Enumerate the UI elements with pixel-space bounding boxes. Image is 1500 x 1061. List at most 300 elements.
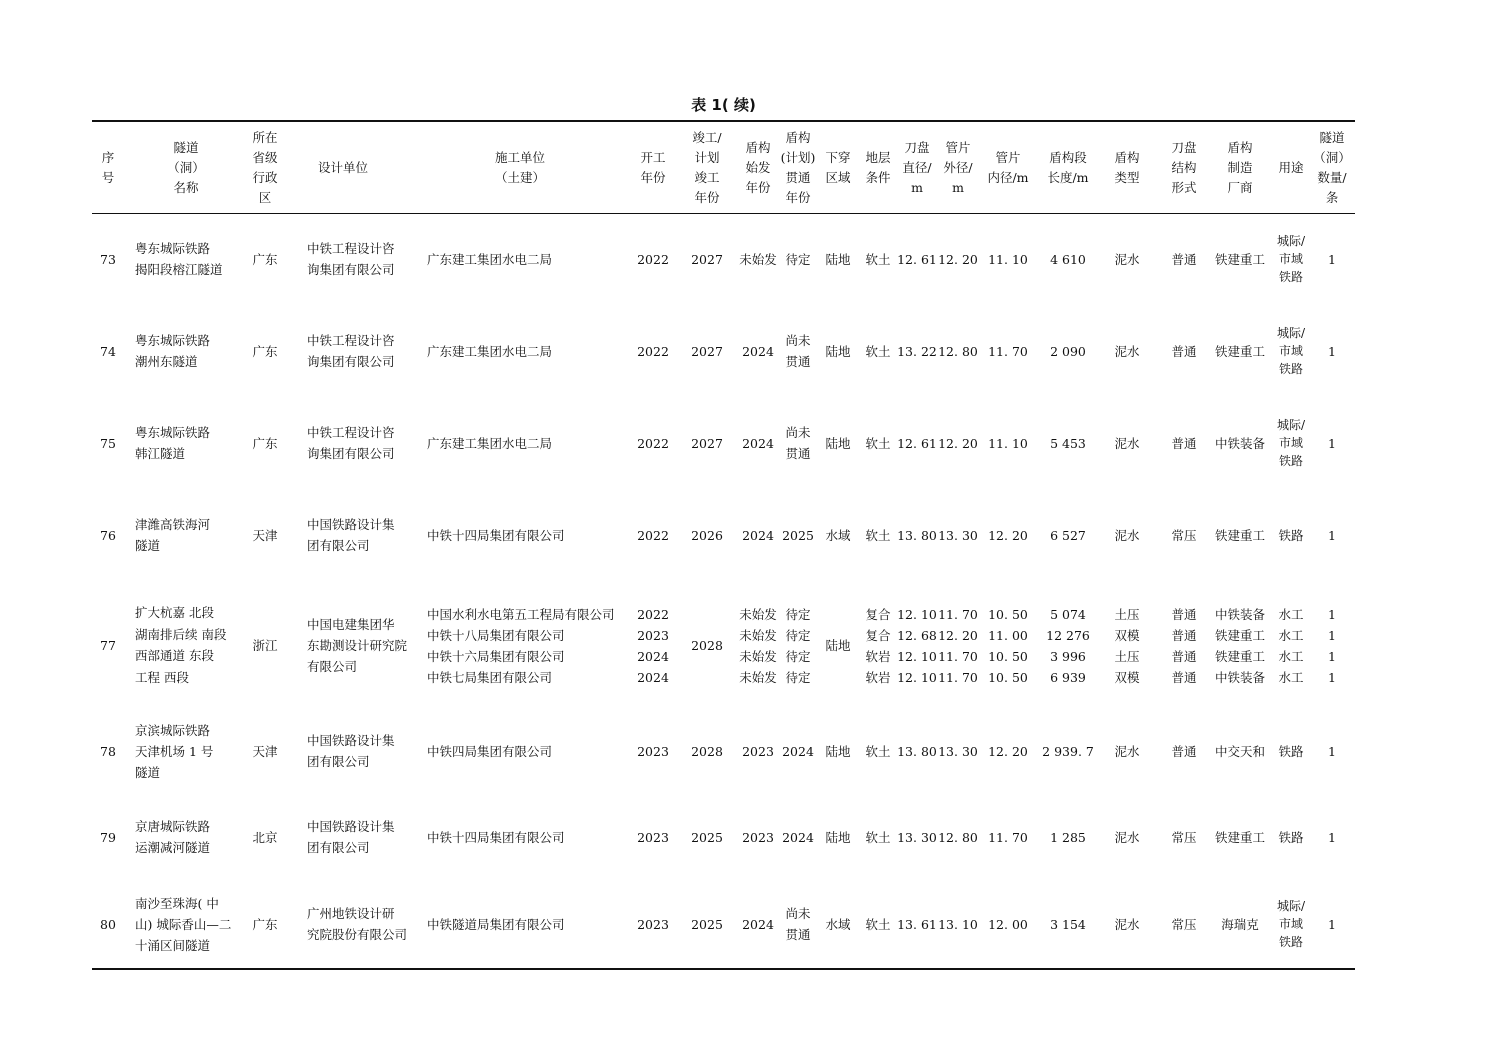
cell-count: 1 (1328, 627, 1336, 643)
cell-maker: 铁建重工 (1214, 343, 1265, 359)
header-segment-outer-line: m (952, 179, 964, 195)
cell-name-line: 揭阳段榕江隧道 (135, 262, 223, 277)
cell-cutter: 12. 68 (897, 627, 937, 643)
cell-structure: 常压 (1171, 916, 1197, 932)
cell-length: 5 453 (1050, 435, 1086, 451)
cell-launch: 未始发 (739, 669, 777, 685)
cell-count: 1 (1328, 606, 1336, 622)
cell-province: 天津 (252, 527, 278, 543)
cell-name-line: 天津机场 1 号 (135, 743, 214, 759)
header-cutter-structure-line: 刀盘 (1171, 139, 1197, 155)
cell-type: 泥水 (1114, 829, 1140, 845)
cell-name-line: 潮州东隧道 (135, 354, 198, 369)
cell-contractor: 中铁十四局集团有限公司 (427, 527, 565, 543)
cell-count: 1 (1328, 648, 1336, 664)
header-segment-inner-line: 内径/m (987, 169, 1029, 185)
cell-start: 2022 (637, 606, 669, 622)
cell-stratum: 软土 (865, 251, 891, 267)
cell-breakthrough-line: 尚未 (785, 333, 811, 348)
cell-launch: 未始发 (739, 606, 777, 622)
header-manufacturer-line: 厂商 (1227, 179, 1253, 195)
cell-complete: 2026 (691, 527, 723, 543)
cell-name (135, 329, 210, 373)
cell-under: 水域 (825, 527, 851, 543)
cell-usage-line: 城际/ (1276, 899, 1306, 913)
cell-length: 4 610 (1050, 251, 1086, 267)
cell-complete: 2025 (691, 829, 723, 845)
header-shield-length-line: 盾构段 (1049, 149, 1087, 165)
cell-cutter: 12. 61 (897, 251, 937, 267)
header-under-area-line: 下穿 (825, 149, 851, 165)
header-complete-year-line: 计划 (694, 149, 720, 165)
cell-maker: 中铁装备 (1214, 435, 1265, 451)
cell-contractor: 中铁十八局集团有限公司 (427, 627, 565, 643)
header-tunnel-count-line: 条 (1325, 189, 1339, 205)
cell-inner: 10. 50 (988, 669, 1028, 685)
cell-outer: 13. 10 (938, 916, 978, 932)
header-province-line: 所在 (252, 129, 278, 145)
header-tunnel-name-line: 名称 (173, 179, 199, 195)
cell-usage-line: 城际/ (1276, 326, 1306, 340)
cell-inner: 11. 10 (988, 251, 1028, 267)
cell-usage-line: 市域 (1278, 252, 1303, 266)
cell-no: 80 (100, 916, 116, 932)
header-designer (303, 122, 383, 213)
cell-designer (307, 815, 395, 859)
cell-start: 2022 (637, 435, 669, 451)
header-breakthrough-year-line: 年份 (785, 189, 811, 205)
cell-designer-line: 中铁工程设计咨 (307, 241, 395, 256)
cell-outer: 12. 80 (938, 829, 978, 845)
cell-designer (307, 513, 395, 557)
cell-breakthrough-line: 贯通 (785, 927, 811, 942)
header-breakthrough-year-line: 贯通 (785, 169, 811, 185)
header-contractor (480, 122, 560, 213)
cell-breakthrough-line: 待定 (785, 251, 811, 267)
cell-name-line: 十涌区间隧道 (135, 937, 211, 953)
cell-outer: 12. 20 (938, 251, 978, 267)
cell-maker: 中铁装备 (1214, 669, 1265, 685)
cell-designer-line: 团有限公司 (307, 754, 370, 769)
cell-contractor: 广东建工集团水电二局 (427, 251, 553, 267)
cell-maker: 铁建重工 (1214, 829, 1265, 845)
cell-launch: 2023 (742, 829, 774, 845)
cell-cutter: 13. 80 (897, 527, 937, 543)
cell-designer-line: 中国电建集团华 (307, 616, 395, 632)
cell-stratum: 软土 (865, 743, 891, 759)
cell-launch: 未始发 (739, 251, 777, 267)
cell-maker: 铁建重工 (1214, 627, 1265, 643)
cell-complete: 2027 (691, 251, 723, 267)
cell-stratum: 软土 (865, 435, 891, 451)
cell-inner: 11. 10 (988, 435, 1028, 451)
cell-name-line: 京滨城际铁路 (135, 722, 211, 738)
cell-usage-line: 城际/ (1276, 234, 1306, 248)
cell-start: 2023 (637, 627, 669, 643)
cell-outer: 13. 30 (938, 527, 978, 543)
cell-structure: 普通 (1171, 743, 1197, 759)
cell-type: 泥水 (1114, 916, 1140, 932)
cell-name-line: 粤东城际铁路 (135, 333, 211, 348)
cell-start: 2022 (637, 343, 669, 359)
cell-length: 12 276 (1046, 627, 1090, 643)
header-launch-year-line: 始发 (745, 159, 771, 175)
cell-usage-line: 铁路 (1278, 454, 1303, 468)
cell-contractor: 广东建工集团水电二局 (427, 435, 553, 451)
cell-designer (307, 421, 395, 465)
header-cutter-diameter-line: 刀盘 (904, 139, 930, 155)
cell-start: 2022 (637, 251, 669, 267)
cell-name-line: 运潮减河隧道 (135, 840, 211, 855)
cell-usage-line: 城际/ (1276, 418, 1306, 432)
cell-no: 73 (100, 251, 116, 267)
cell-outer: 12. 20 (938, 627, 978, 643)
cell-name-line: 隧道 (135, 538, 161, 553)
cell-name-line: 湖南排后续 南段 (135, 626, 227, 642)
header-segment-outer-line: 管片 (945, 139, 971, 155)
cell-launch: 2023 (742, 743, 774, 759)
header-shield-length-line: 长度/m (1047, 169, 1089, 185)
cell-type: 土压 (1114, 648, 1140, 664)
cell-designer-line: 究院股份有限公司 (307, 927, 408, 942)
cell-designer-line: 中铁工程设计咨 (307, 425, 395, 440)
cell-contractor: 中铁七局集团有限公司 (427, 669, 553, 685)
cell-count: 1 (1328, 743, 1336, 759)
cell-usage-line: 水工 (1278, 669, 1304, 685)
cell-usage-line: 铁路 (1278, 270, 1303, 284)
cell-maker: 铁建重工 (1214, 527, 1265, 543)
cell-no: 75 (100, 435, 116, 451)
cell-stratum: 复合 (865, 606, 891, 622)
cell-usage-line: 市域 (1278, 344, 1303, 358)
cell-under: 陆地 (825, 829, 851, 845)
cell-count: 1 (1328, 527, 1336, 543)
cell-contractor: 中铁四局集团有限公司 (427, 743, 553, 759)
cell-complete: 2025 (691, 916, 723, 932)
header-tunnel-name-line: 隧道 (173, 139, 199, 155)
header-launch-year-line: 盾构 (745, 139, 771, 155)
cell-type: 泥水 (1114, 527, 1140, 543)
cell-contractor: 中铁十四局集团有限公司 (427, 829, 565, 845)
cell-inner: 10. 50 (988, 606, 1028, 622)
cell-length: 3 996 (1050, 648, 1086, 664)
header-complete-year-line: 年份 (694, 189, 720, 205)
cell-inner: 12. 20 (988, 527, 1028, 543)
header-breakthrough-year-line: (计划) (780, 149, 816, 165)
cell-name-line: 南沙至珠海( 中 (135, 895, 219, 911)
cell-maker: 中铁装备 (1214, 606, 1265, 622)
cell-province: 广东 (252, 251, 278, 267)
header-tunnel-count-line: （洞） (1313, 149, 1351, 165)
cell-structure: 普通 (1171, 669, 1197, 685)
header-cutter-diameter-line: m (911, 179, 923, 195)
cell-under: 陆地 (825, 435, 851, 451)
cell-structure: 普通 (1171, 251, 1197, 267)
header-segment-outer-line: 外径/ (943, 159, 973, 175)
cell-name-line: 工程 西段 (135, 669, 189, 685)
cell-stratum: 软土 (865, 829, 891, 845)
cell-breakthrough-line: 尚未 (785, 425, 811, 440)
cell-structure: 普通 (1171, 435, 1197, 451)
cell-count: 1 (1328, 829, 1336, 845)
cell-start: 2023 (637, 829, 669, 845)
cell-count: 1 (1328, 916, 1336, 932)
cell-under: 水域 (825, 916, 851, 932)
cell-no: 77 (100, 637, 116, 653)
cell-name-line: 隧道 (135, 764, 161, 780)
cell-name-line: 粤东城际铁路 (135, 425, 211, 440)
cell-type: 泥水 (1114, 435, 1140, 451)
cell-usage-line: 水工 (1278, 648, 1304, 664)
cell-structure: 普通 (1171, 627, 1197, 643)
table-header-rule (92, 213, 1355, 214)
cell-structure: 普通 (1171, 606, 1197, 622)
cell-contractor: 广东建工集团水电二局 (427, 343, 553, 359)
cell-inner: 11. 00 (988, 627, 1028, 643)
cell-complete: 2028 (691, 637, 723, 653)
header-designer-line: 设计单位 (317, 159, 368, 175)
header-manufacturer-line: 盾构 (1227, 139, 1253, 155)
cell-maker: 铁建重工 (1214, 648, 1265, 664)
cell-designer-line: 中国铁路设计集 (307, 517, 395, 532)
cell-under: 陆地 (825, 343, 851, 359)
cell-type: 土压 (1114, 606, 1140, 622)
cell-contractor: 中国水利水电第五工程局有限公司 (427, 606, 615, 622)
cell-breakthrough-line: 尚未 (785, 906, 811, 921)
cell-breakthrough-line: 贯通 (785, 354, 811, 369)
header-cutter-structure-line: 结构 (1171, 159, 1197, 175)
cell-designer-line: 询集团有限公司 (307, 262, 395, 277)
header-tunnel-name-line: （洞） (167, 159, 205, 175)
cell-start: 2023 (637, 916, 669, 932)
cell-designer-line: 中铁工程设计咨 (307, 333, 395, 348)
cell-maker: 海瑞克 (1221, 916, 1259, 932)
cell-breakthrough-line: 2024 (782, 743, 814, 759)
cell-usage-line: 铁路 (1278, 527, 1304, 543)
cell-outer: 11. 70 (938, 669, 978, 685)
cell-maker: 中交天和 (1214, 743, 1265, 759)
cell-type: 泥水 (1114, 343, 1140, 359)
cell-breakthrough-line: 待定 (785, 606, 811, 622)
cell-count: 1 (1328, 435, 1336, 451)
cell-stratum: 软岩 (865, 669, 891, 685)
cell-no: 79 (100, 829, 116, 845)
cell-launch: 2024 (742, 527, 774, 543)
cell-cutter: 12. 10 (897, 669, 937, 685)
cell-usage-line: 水工 (1278, 627, 1304, 643)
cell-inner: 12. 20 (988, 743, 1028, 759)
cell-name-line: 津潍高铁海河 (135, 517, 211, 532)
cell-breakthrough-line: 待定 (785, 669, 811, 685)
header-contractor-line: （土建） (494, 169, 545, 185)
cell-designer-line: 中国铁路设计集 (307, 733, 395, 748)
cell-usage-line: 铁路 (1278, 362, 1303, 376)
cell-structure: 普通 (1171, 648, 1197, 664)
cell-type: 泥水 (1114, 251, 1140, 267)
cell-complete: 2027 (691, 343, 723, 359)
header-province-line: 省级 (252, 149, 278, 165)
cell-complete: 2028 (691, 743, 723, 759)
cell-type: 双模 (1114, 627, 1140, 643)
cell-inner: 10. 50 (988, 648, 1028, 664)
header-stratum-line: 条件 (865, 169, 891, 185)
cell-length: 2 090 (1050, 343, 1086, 359)
cell-cutter: 12. 61 (897, 435, 937, 451)
header-no-line: 号 (101, 169, 115, 185)
cell-designer-line: 中国铁路设计集 (307, 819, 395, 834)
cell-complete: 2027 (691, 435, 723, 451)
cell-designer-line: 有限公司 (307, 658, 358, 674)
cell-start: 2024 (637, 648, 669, 664)
cell-province: 浙江 (252, 637, 278, 653)
cell-designer-line: 询集团有限公司 (307, 446, 395, 461)
header-tunnel-name (146, 122, 226, 213)
cell-contractor: 中铁隧道局集团有限公司 (427, 916, 565, 932)
header-province-line: 区 (258, 189, 272, 205)
cell-name-line: 扩大杭嘉 北段 (135, 605, 214, 620)
header-under-area-line: 区域 (825, 169, 851, 185)
cell-inner: 11. 70 (988, 343, 1028, 359)
cell-under: 陆地 (825, 637, 851, 653)
cell-count: 1 (1328, 669, 1336, 685)
cell-outer: 11. 70 (938, 648, 978, 664)
cell-name-line: 西部通道 东段 (135, 648, 214, 663)
header-complete-year-line: 竣工/ (692, 129, 722, 145)
header-breakthrough-year-line: 盾构 (785, 129, 811, 145)
header-contractor-line: 施工单位 (494, 149, 545, 165)
cell-type: 双模 (1114, 669, 1140, 685)
cell-name (135, 513, 210, 557)
header-province-line: 行政 (252, 169, 278, 185)
cell-structure: 常压 (1171, 829, 1197, 845)
cell-breakthrough-line: 待定 (785, 648, 811, 664)
cell-inner: 11. 70 (988, 829, 1028, 845)
cell-cutter: 12. 10 (897, 606, 937, 622)
cell-name-line: 山) 城际香山—二 (135, 916, 232, 932)
cell-launch: 2024 (742, 435, 774, 451)
cell-length: 2 939. 7 (1042, 743, 1094, 759)
cell-start: 2022 (637, 527, 669, 543)
header-usage-line: 用途 (1278, 159, 1304, 175)
cell-province: 广东 (252, 916, 278, 932)
header-segment-inner-line: 管片 (995, 149, 1021, 165)
header-province (225, 122, 305, 213)
cell-name-line: 京唐城际铁路 (135, 819, 211, 834)
header-shield-type-line: 盾构 (1114, 149, 1140, 165)
cell-length: 1 285 (1050, 829, 1086, 845)
header-tunnel-count-line: 数量/ (1317, 169, 1347, 185)
header-launch-year-line: 年份 (745, 179, 771, 195)
header-no-line: 序 (101, 149, 115, 165)
header-start-year-line: 开工 (640, 149, 666, 165)
cell-under: 陆地 (825, 743, 851, 759)
cell-breakthrough-line: 贯通 (785, 446, 811, 461)
cell-launch: 2024 (742, 916, 774, 932)
cell-length: 6 939 (1050, 669, 1086, 685)
header-tunnel-count-line: 隧道 (1319, 129, 1345, 145)
cell-cutter: 13. 30 (897, 829, 937, 845)
cell-usage-line: 水工 (1278, 606, 1304, 622)
cell-designer (307, 729, 395, 773)
cell-length: 3 154 (1050, 916, 1086, 932)
cell-no: 78 (100, 743, 116, 759)
cell-stratum: 软土 (865, 916, 891, 932)
cell-province: 广东 (252, 343, 278, 359)
header-start-year-line: 年份 (640, 169, 666, 185)
cell-no: 76 (100, 527, 116, 543)
cell-count: 1 (1328, 251, 1336, 267)
cell-under: 陆地 (825, 251, 851, 267)
cell-name-line: 韩江隧道 (135, 446, 186, 461)
cell-designer (307, 329, 395, 373)
cell-designer-line: 团有限公司 (307, 840, 370, 855)
cell-structure: 常压 (1171, 527, 1197, 543)
cell-type: 泥水 (1114, 743, 1140, 759)
cell-structure: 普通 (1171, 343, 1197, 359)
cell-cutter: 12. 10 (897, 648, 937, 664)
cell-stratum: 复合 (865, 627, 891, 643)
header-cutter-structure-line: 形式 (1171, 179, 1197, 195)
cell-no: 74 (100, 343, 116, 359)
cell-outer: 12. 80 (938, 343, 978, 359)
cell-province: 广东 (252, 435, 278, 451)
cell-cutter: 13. 22 (897, 343, 937, 359)
cell-launch: 未始发 (739, 627, 777, 643)
header-shield-type-line: 类型 (1114, 169, 1140, 185)
cell-name (135, 421, 210, 465)
header-complete-year-line: 竣工 (694, 169, 720, 185)
cell-breakthrough-line: 2024 (782, 829, 814, 845)
table-caption: 表 1( 续) (691, 96, 756, 114)
cell-province: 北京 (252, 829, 278, 845)
cell-designer-line: 询集团有限公司 (307, 354, 395, 369)
header-manufacturer-line: 制造 (1227, 159, 1253, 175)
cell-length: 6 527 (1050, 527, 1086, 543)
header-stratum-line: 地层 (865, 149, 891, 165)
cell-usage-line: 市域 (1278, 917, 1303, 931)
cell-designer-line: 东勘测设计研究院 (307, 637, 408, 653)
cell-usage-line: 铁路 (1278, 743, 1304, 759)
cell-count: 1 (1328, 343, 1336, 359)
cell-outer: 13. 30 (938, 743, 978, 759)
cell-designer (307, 902, 407, 946)
cell-designer (307, 612, 407, 678)
table-bottom-rule (92, 968, 1355, 970)
cell-outer: 12. 20 (938, 435, 978, 451)
cell-breakthrough-line: 2025 (782, 527, 814, 543)
cell-cutter: 13. 80 (897, 743, 937, 759)
cell-breakthrough-line: 待定 (785, 627, 811, 643)
cell-name (135, 718, 213, 784)
header-tunnel-count (1292, 122, 1372, 213)
cell-inner: 12. 00 (988, 916, 1028, 932)
cell-stratum: 软土 (865, 343, 891, 359)
cell-start: 2023 (637, 743, 669, 759)
cell-length: 5 074 (1050, 606, 1086, 622)
cell-province: 天津 (252, 743, 278, 759)
cell-name-line: 粤东城际铁路 (135, 241, 211, 256)
cell-maker: 铁建重工 (1214, 251, 1265, 267)
cell-launch: 2024 (742, 343, 774, 359)
header-no (68, 122, 148, 213)
cell-outer: 11. 70 (938, 606, 978, 622)
cell-usage-line: 铁路 (1278, 829, 1304, 845)
cell-stratum: 软土 (865, 527, 891, 543)
cell-usage-line: 市域 (1278, 436, 1303, 450)
cell-name (135, 815, 210, 859)
cell-contractor: 中铁十六局集团有限公司 (427, 648, 565, 664)
cell-designer-line: 广州地铁设计研 (307, 906, 395, 921)
